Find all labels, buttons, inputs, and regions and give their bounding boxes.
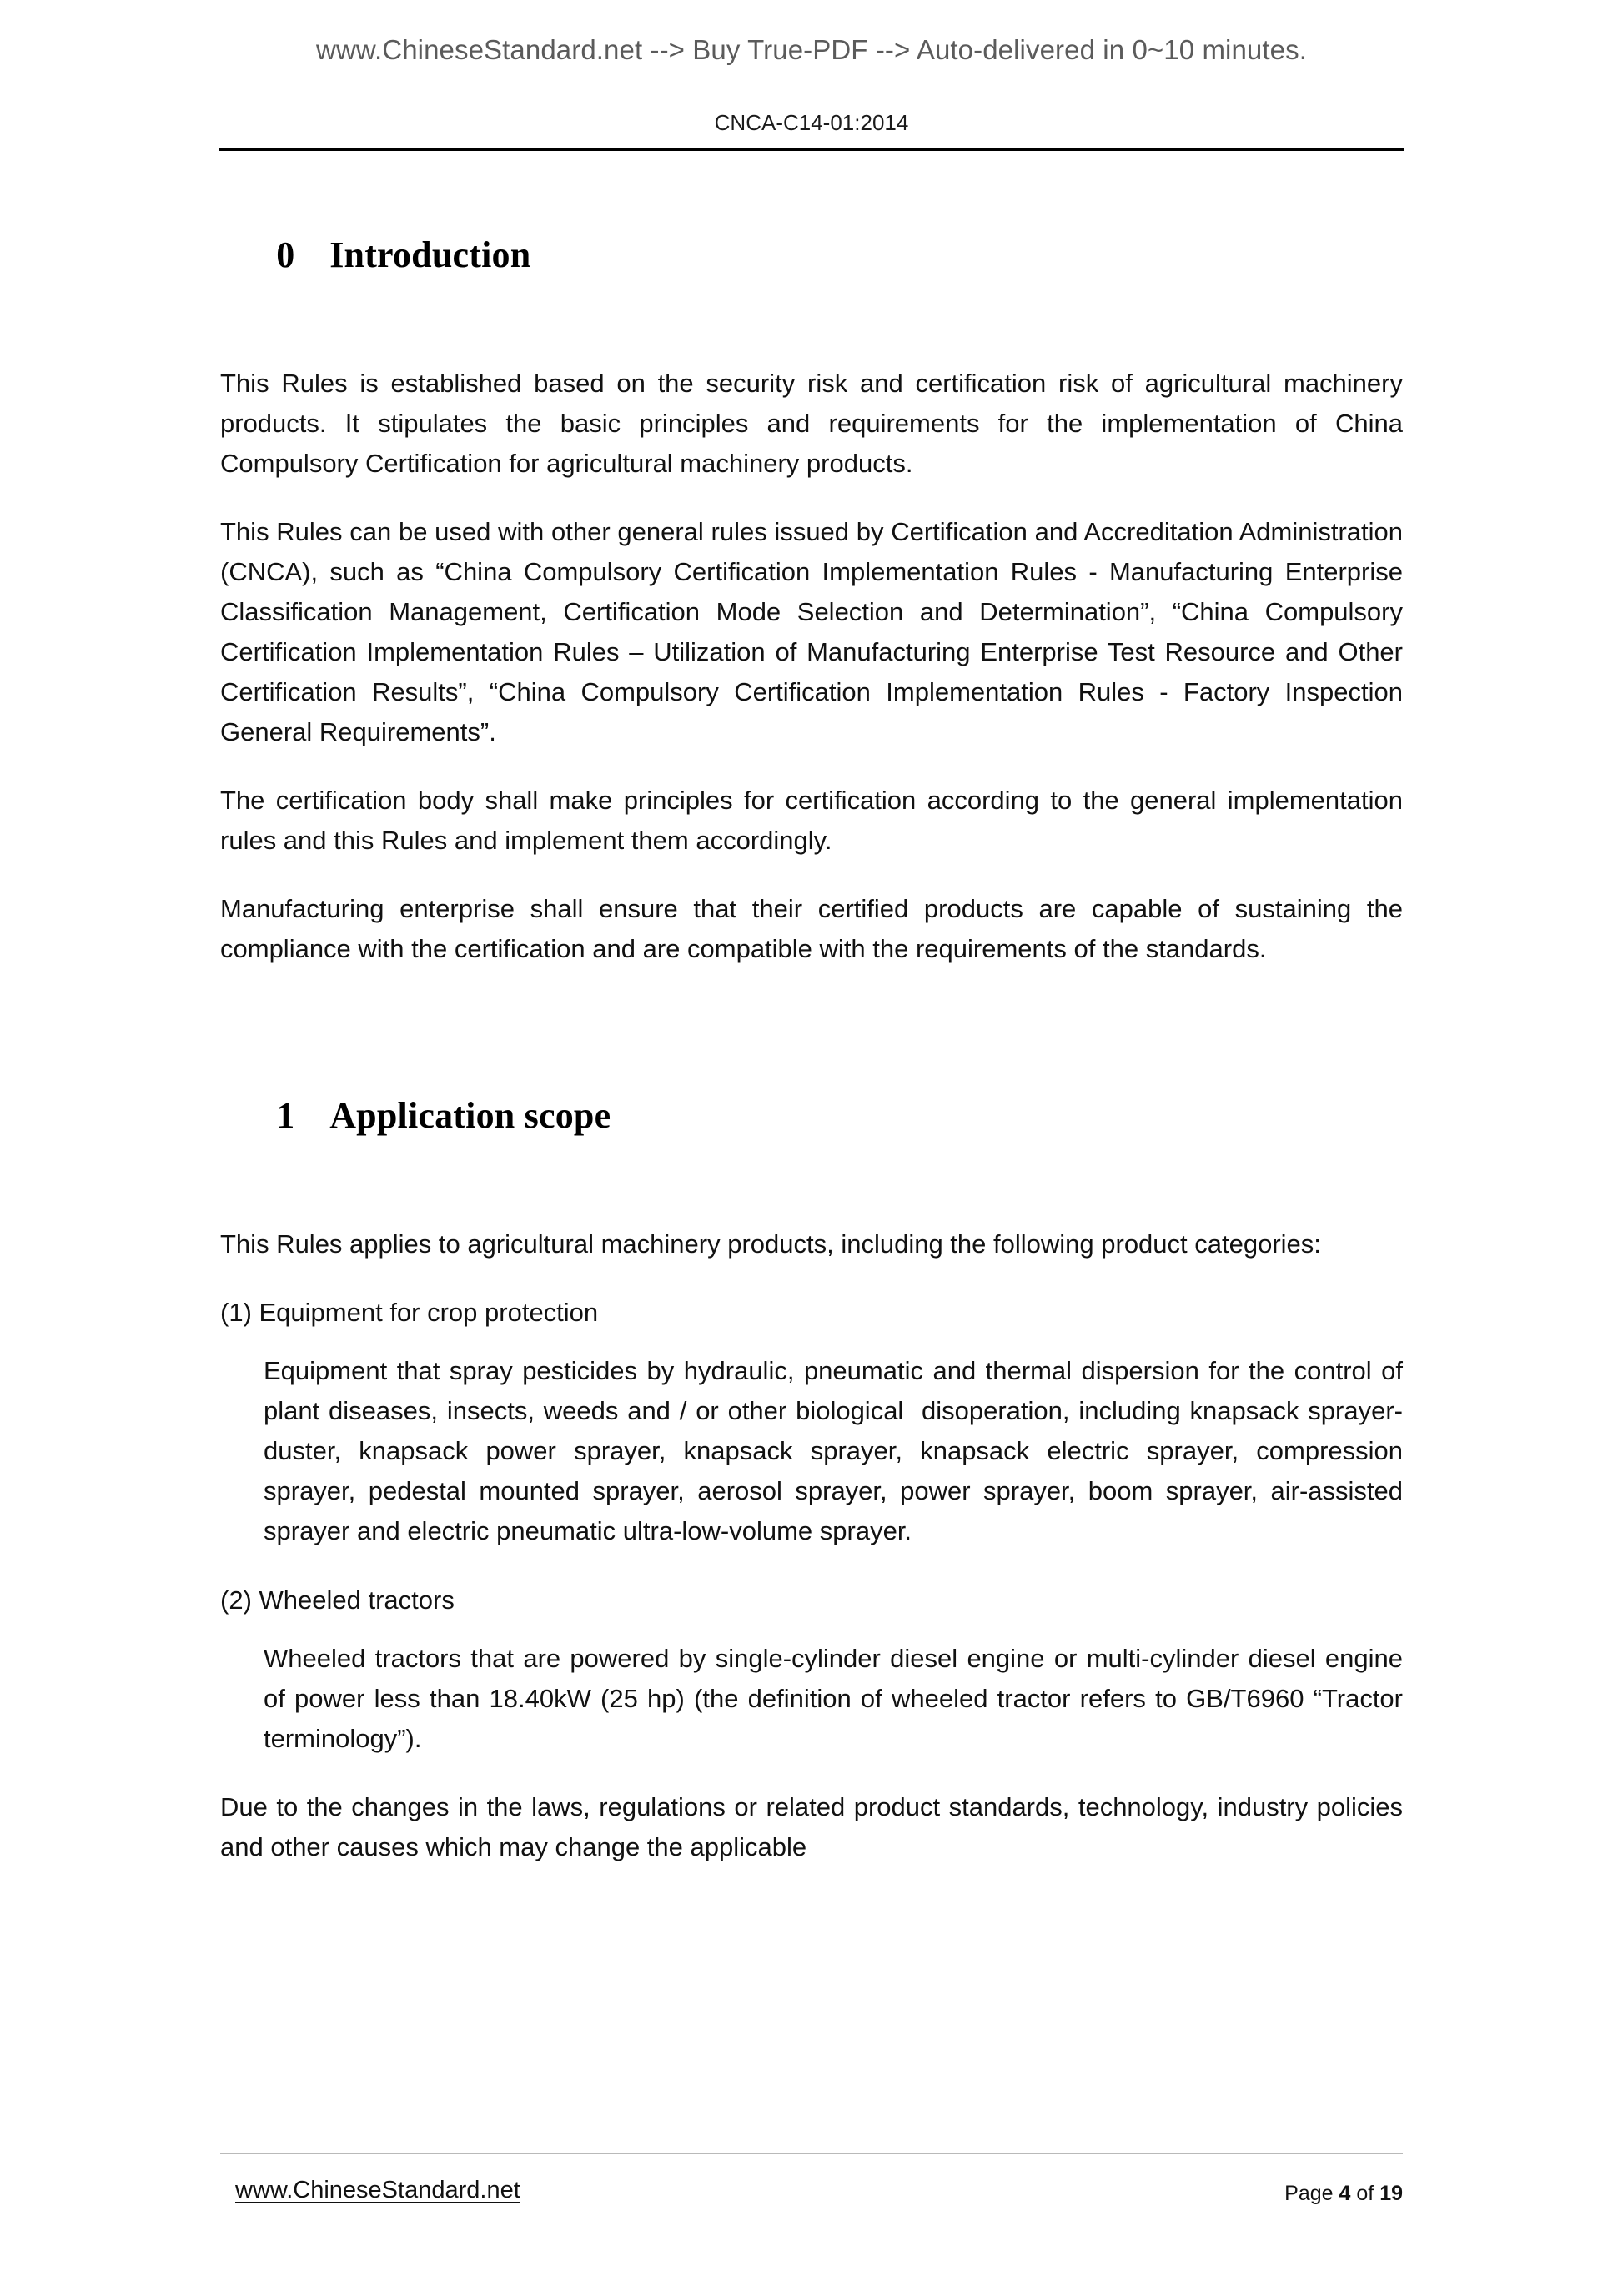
spacer bbox=[220, 319, 1403, 364]
page-header bbox=[0, 0, 1623, 146]
footer-website-link[interactable]: www.ChineseStandard.net bbox=[235, 2177, 520, 2203]
page-footer bbox=[220, 2153, 1403, 2244]
heading-application-scope bbox=[220, 1053, 1403, 1179]
footer-current-page: 4 bbox=[1339, 2182, 1351, 2205]
list-item-1-label: (1) Equipment for crop protection bbox=[220, 1298, 599, 1328]
heading-application-scope-number: 1 bbox=[276, 1094, 295, 1136]
header-divider bbox=[219, 148, 1404, 151]
spacer bbox=[220, 1333, 1403, 1351]
application-scope-intro-paragraph: This Rules applies to agricultural machinery products, including the following product categories: bbox=[220, 1229, 1321, 1259]
heading-introduction-number: 0 bbox=[276, 234, 295, 275]
footer-page-number bbox=[1284, 2181, 1403, 2206]
header-promo-text: www.ChineseStandard.net --> Buy True-PDF --> Auto-delivered in 0~10 minutes. bbox=[316, 34, 1307, 65]
intro-paragraph-3: The certification body shall make principles for certification according to the general implementation rules and this Rules and implement them accordingly. bbox=[220, 786, 1410, 856]
spacer bbox=[220, 1179, 1403, 1224]
spacer bbox=[220, 484, 1403, 512]
spacer bbox=[220, 1759, 1403, 1787]
header-document-id: CNCA-C14-01:2014 bbox=[714, 110, 909, 135]
heading-introduction-title: Introduction bbox=[329, 234, 531, 275]
heading-application-scope-title: Application scope bbox=[329, 1094, 611, 1136]
intro-paragraph-2: This Rules can be used with other general rules issued by Certification and Accreditation Administration (CNCA), such as “China Compulsory Certification Implementation Rules - Manufacturing Enterprise Classification Management, Certification Mode Selection and Determination”, “China Compulsory Certification Implementation Rules – Utilization of Manufacturing Enterprise Test Resource and Other Certification Results”, “China Compulsory Certification Implementation Rules - Factory Inspection General Requirements”. bbox=[220, 516, 1410, 747]
list-item-1-body: Equipment that spray pesticides by hydraulic, pneumatic and thermal dispersion for the control of plant diseases, insects, weeds and / or other biological disoperation, including knapsack sprayer-duster, knapsack power sprayer, knapsack sprayer, knapsack electric sprayer, compression sprayer, pedestal mounted sprayer, aerosol sprayer, power sprayer, boom sprayer, air-assisted sprayer and electric pneumatic ultra-low-volume sprayer. bbox=[264, 1356, 1410, 1546]
spacer bbox=[220, 861, 1403, 889]
spacer bbox=[220, 969, 1403, 1053]
spacer bbox=[220, 752, 1403, 781]
intro-paragraph-4: Manufacturing enterprise shall ensure that their certified products are capable of sustaining the compliance with the certification and are compatible with the requirements of the standards. bbox=[220, 894, 1410, 964]
footer-divider bbox=[220, 2153, 1403, 2154]
spacer bbox=[220, 1552, 1403, 1580]
spacer bbox=[220, 1264, 1403, 1293]
document-body bbox=[220, 192, 1410, 1867]
list-item-2-body: Wheeled tractors that are powered by single-cylinder diesel engine or multi-cylinder diesel engine of power less than 18.40kW (25 hp) (the definition of wheeled tractor refers to GB/T6960 “Tractor terminology”). bbox=[264, 1643, 1410, 1753]
list-item-2-label: (2) Wheeled tractors bbox=[220, 1585, 455, 1615]
heading-introduction bbox=[220, 192, 1403, 319]
footer-page-label: Page bbox=[1284, 2182, 1334, 2205]
application-scope-closing-paragraph: Due to the changes in the laws, regulations or related product standards, technology, industry policies and other causes which may change the applicable bbox=[220, 1791, 1410, 1861]
intro-paragraph-1: This Rules is established based on the security risk and certification risk of agricultural machinery products. It stipulates the basic principles and requirements for the implementation of China Compulsory Certification for agricultural machinery products. bbox=[220, 368, 1410, 478]
footer-of-label: of bbox=[1356, 2182, 1374, 2205]
footer-total-pages: 19 bbox=[1379, 2182, 1403, 2205]
spacer bbox=[220, 1620, 1403, 1639]
